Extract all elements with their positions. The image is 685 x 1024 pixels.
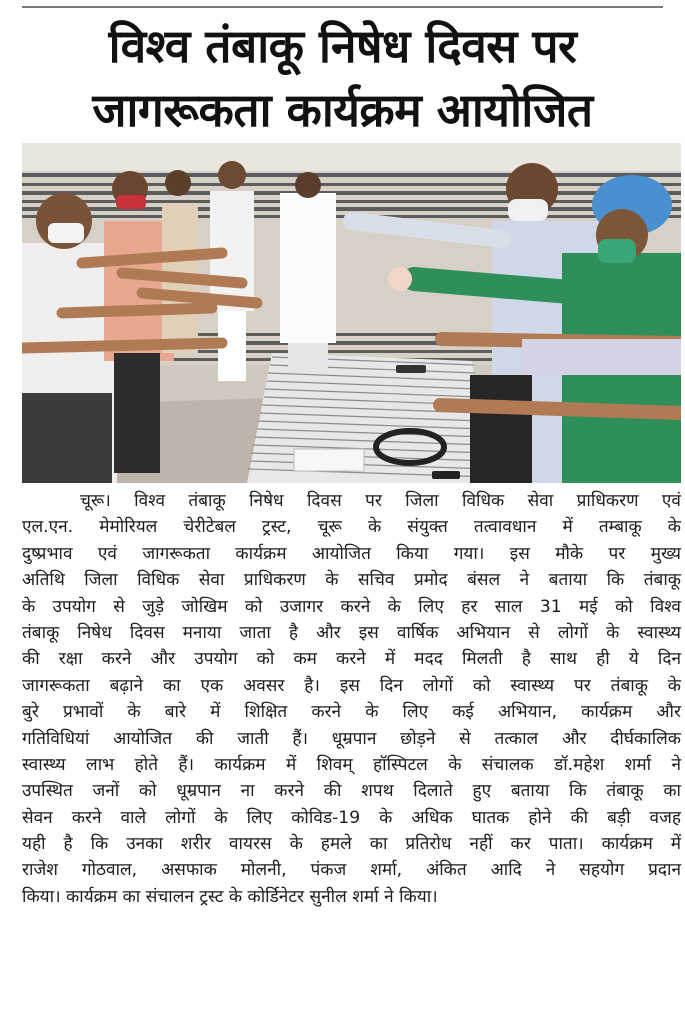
headline [20, 14, 665, 142]
article-line: बुरे प्रभावों के बारे में शिक्षित करने के लिए कई अभियान, कार्यक्रम और [22, 702, 681, 723]
article-line: दुष्प्रभाव एवं जागरूकता कार्यक्रम आयोजित किया गया। इस मौके पर मुख्य [22, 543, 681, 564]
article-line: अतिथि जिला विधिक सेवा प्राधिकरण के सचिव प्रमोद बंसल ने बताया कि तंबाकू [22, 570, 681, 591]
news-photo [22, 143, 681, 483]
article-line: तंबाकू निषेध दिवस मनाया जाता है और इस वार्षिक अभियान से लोगों के स्वास्थ्य [22, 622, 681, 643]
article-line: की रक्षा करने और उपयोग को कम करने में मदद मिलती है साथ ही ये दिन [22, 649, 681, 670]
article-line: उपस्थित जनों को धूम्रपान ना करने की शपथ दिलाते हुए बताया कि तंबाकू का [22, 781, 681, 802]
top-rule [22, 6, 663, 8]
article-line: सेवन करने वाले लोगों के लिए कोविड-19 के अधिक घातक होने की बड़ी वजह [22, 807, 681, 828]
table [247, 353, 492, 483]
gloved-hand [388, 267, 412, 291]
article-line: राजेश गोठवाल, असफाक मोलनी, पंकज शर्मा, अंकित आदि ने सहयोग प्रदान [22, 860, 681, 881]
article-line: गतिविधियां आयोजित की जाती हैं। धूम्रपान छोड़ने से तत्काल और दीर्घकालिक [22, 728, 681, 749]
article-line: के उपयोग से जुड़े जोखिम को उजागर करने के लिए हर साल 31 मई को विश्व [22, 596, 681, 617]
article-body [22, 488, 681, 910]
article-line: यही है कि उनका शरीर वायरस के हमले का प्रतिरोध नहीं कर पाता। कार्यक्रम में [22, 834, 681, 855]
article-line: एल.एन. मेमोरियल चेरीटेबल ट्रस्ट, चूरू के संयुक्त तत्वावधान में तम्बाकू के [22, 517, 681, 538]
sleeve-foreground [522, 339, 681, 375]
headline-line-2: जागरूकता कार्यक्रम आयोजित [92, 83, 593, 137]
headline-line-1: विश्व तंबाकू निषेध दिवस पर [108, 19, 577, 73]
arm-right-doctor [414, 279, 582, 293]
article-line: स्वास्थ्य लाभ होते हैं। कार्यक्रम में शिवम् हॉस्पिटल के संचालक डॉ.महेश शर्मा ने [22, 754, 681, 775]
person-left-apron [280, 172, 336, 373]
article-line: चूरू। विश्व तंबाकू निषेध दिवस पर जिला विधिक सेवा प्राधिकरण एवं [80, 491, 681, 511]
article-line: किया। कार्यक्रम का संचालन ट्रस्ट के कोर्डिनेटर सुनील शर्मा ने किया। [22, 886, 438, 907]
pledge-scene-illustration [22, 143, 681, 483]
article-line: जागरूकता बढ़ाने का एक अवसर है। इस दिन लोगों को स्वास्थ्य पर तंबाकू के [22, 675, 681, 696]
ceiling [22, 143, 681, 171]
